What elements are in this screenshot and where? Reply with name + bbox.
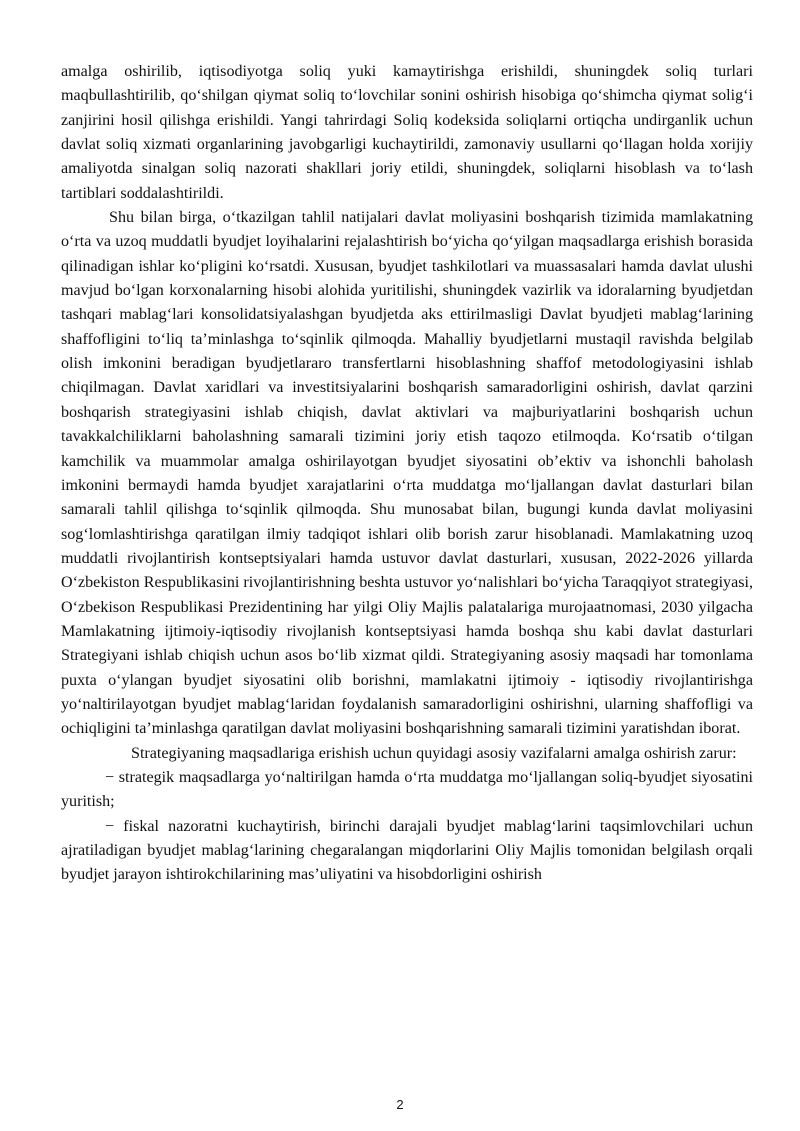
list-item-fiscal-control: − fiskal nazoratni kuchaytirish, birinchi darajali byudjet mablag‘larini taqsimlovchilari uchun ajratiladigan byudjet mablag‘larining chegaralangan miqdorlarini Oliy Majlis tomonidan belgilash orqali byudjet jarayon ishtirokchilarining mas’uliyatini va hisobdorligini oshirish: [61, 817, 753, 884]
paragraph-tasks-intro: Strategiyaning maqsadlariga erishish uchun quyidagi asosiy vazifalarni amalga oshirish zarur:: [131, 744, 737, 762]
paragraph-analysis: Shu bilan birga, o‘tkazilgan tahlil natijalari davlat moliyasini boshqarish tizimida mamlakatning o‘rta va uzoq muddatli byudjet loyihalarini rejalashtirish bo‘yicha qo‘yilgan maqsadlarga erishish borasida qilinadigan ishlar ko‘pligini ko‘rsatdi. Xususan, byudjet tashkilotlari va muassasalari hamda davlat ulushi mavjud bo‘lgan korxonalarning hisobi alohida yuritilishi, shuningdek vazirlik va idoralarning byudjetdan tashqari mablag‘lari konsolidatsiyalashgan byudjetda aks ettirilmasligi Davlat byudjeti mablag‘larining shaffofligini to‘liq ta’minlashga to‘sqinlik qilmoqda. Mahalliy byudjetlarni mustaqil ravishda belgilab olish imkonini beradigan byudjetlararo transfertlarni hisoblashning shaffof metodologiyasini ishlab chiqilmagan. Davlat xaridlari va investitsiyalarini boshqarish samaradorligini oshirish, davlat qarzini boshqarish strategiyasini ishlab chiqish, davlat aktivlari va majburiyatlarini boshqarish uchun tavakkalchiliklarni baholashning samarali tizimini joriy etish taqozo etilmoqda. Ko‘rsatib o‘tilgan kamchilik va muammolar amalga oshirilayotgan byudjet siyosatini ob’ektiv va ishonchli baholash imkonini bermaydi hamda byudjet xarajatlarini o‘rta muddatga mo‘ljallangan davlat dasturlari bilan samarali tahlil qilishga to‘sqinlik qilmoqda. Shu munosabat bilan, bugungi kunda davlat moliyasini sog‘lomlashtirishga qaratilgan ilmiy tadqiqot ishlari olib borish zarur hisoblanadi. Mamlakatning uzoq muddatli rivojlantirish kontseptsiyalari hamda ustuvor davlat dasturlari, xususan, 2022-2026 yillarda O‘zbekiston Respublikasini rivojlantirishning beshta ustuvor yo‘nalishlari bo‘yicha Taraqqiyot strategiyasi, O‘zbekison Respublikasi Prezidentining har yilgi Oliy Majlis palatalariga murojaatnomasi, 2030 yilgacha Mamlakatning ijtimoiy-iqtisodiy rivojlanish kontseptsiyasi hamda boshqa shu kabi davlat dasturlari Strategiyani ishlab chiqish uchun asos bo‘lib xizmat qildi. Strategiyaning asosiy maqsadi har tomonlama puxta o‘ylangan byudjet siyosatini olib borishni, mamlakatni ijtimoiy - iqtisodiy rivojlantirishga yo‘naltirilayotgan byudjet mablag‘laridan foydalanish samaradorligini oshirishni, ularning shaffofligi va ochiqligini ta’minlashga qaratilgan davlat moliyasini boshqarishning samarali tizimini yaratishdan iborat.: [61, 209, 753, 738]
list-item-strategic-goals: − strategik maqsadlarga yo‘naltirilgan hamda o‘rta muddatga mo‘ljallangan soliq-byudjet siyosatini yuritish;: [61, 768, 753, 811]
paragraph-continuation: amalga oshirilib, iqtisodiyotga soliq yuki kamaytirishga erishildi, shuningdek soliq turlari maqbullashtirilib, qo‘shilgan qiymat soliq to‘lovchilar sonini oshirish hisobiga qo‘shimcha qiymat solig‘i zanjirini hosil qilishga erishildi. Yangi tahrirdagi Soliq kodeksida soliqlarni ortiqcha undirganlik uchun davlat soliq xizmati organlarining javobgarligi kuchaytirildi, zamonaviy usullarni qo‘llagan holda xorijiy amaliyotda sinalgan soliq nazorati shakllari joriy etildi, shuningdek, soliqlarni hisoblash va to‘lash tartiblari soddalashtirildi.: [61, 63, 753, 202]
document-page: [61, 60, 753, 888]
page-number: 2: [396, 1097, 404, 1112]
